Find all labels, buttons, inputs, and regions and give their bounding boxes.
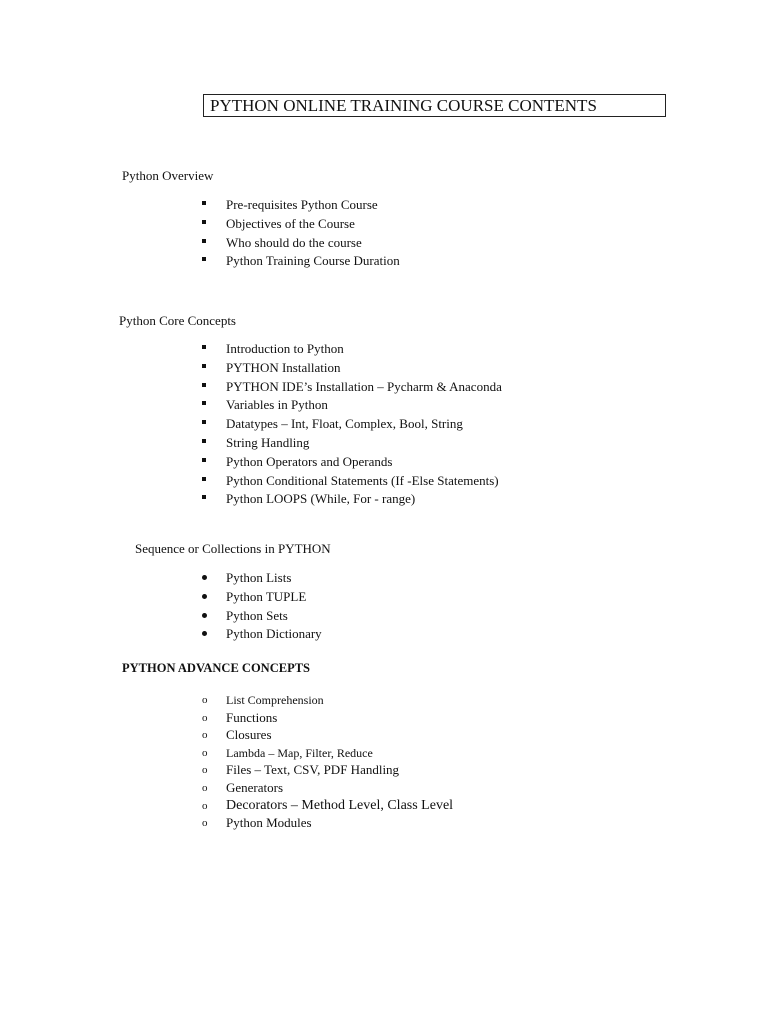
section-heading-sequence-collections: Sequence or Collections in PYTHON bbox=[135, 541, 331, 556]
section-heading-advance-concepts: PYTHON ADVANCE CONCEPTS bbox=[122, 661, 310, 675]
section-heading-python-core-concepts: Python Core Concepts bbox=[119, 313, 236, 328]
hollow-bullet-icon: o bbox=[202, 694, 208, 706]
page-title: PYTHON ONLINE TRAINING COURSE CONTENTS bbox=[203, 94, 666, 117]
hollow-bullet-icon: o bbox=[202, 711, 208, 724]
hollow-bullet-icon: o bbox=[202, 817, 208, 830]
section-heading-python-overview: Python Overview bbox=[122, 168, 214, 183]
hollow-bullet-icon: o bbox=[202, 764, 208, 777]
hollow-bullet-icon: o bbox=[202, 799, 208, 812]
hollow-bullet-icon: o bbox=[202, 746, 208, 759]
hollow-bullet-icon: o bbox=[202, 729, 208, 742]
hollow-bullet-icon: o bbox=[202, 781, 208, 794]
